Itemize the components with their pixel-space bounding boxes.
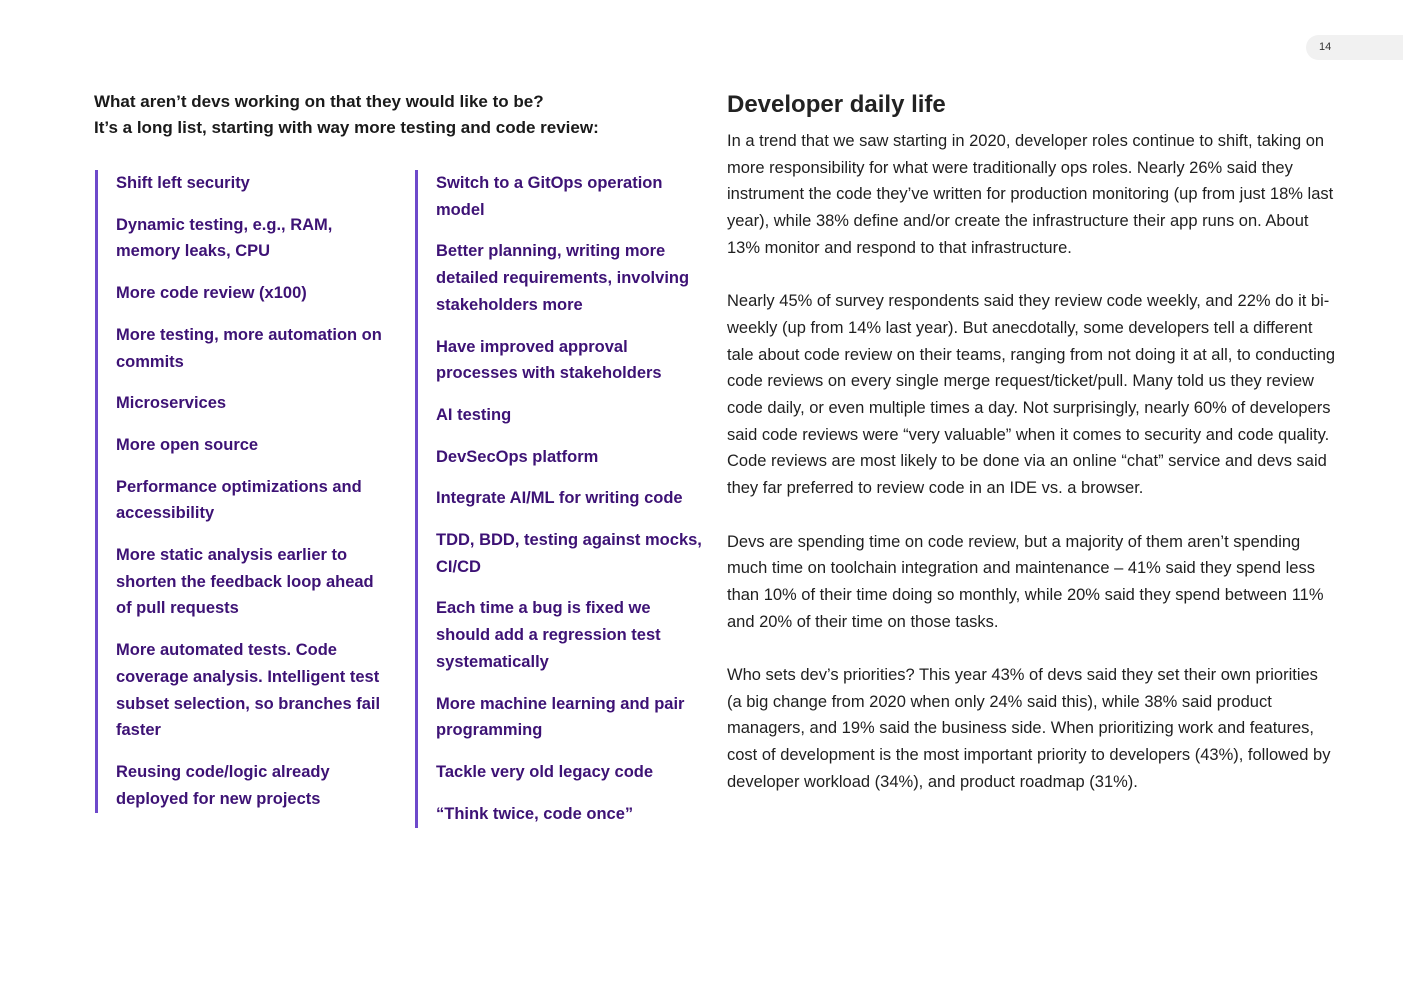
list-item: Have improved approval processes with stakeholders [436, 337, 662, 383]
list-item: Integrate AI/ML for writing code [436, 489, 683, 508]
section-title: Developer daily life [727, 91, 946, 118]
list-item: Microservices [116, 394, 227, 413]
list-item: Performance optimizations and accessibility [116, 477, 362, 523]
list-item: TDD, BDD, testing against mocks, CI/CD [436, 531, 702, 576]
intro-heading [94, 89, 694, 141]
list-item: More automated tests. Code coverage analysis. Intelligent test subset selection, so branches fail faster [116, 641, 381, 740]
intro-line-1: What aren’t devs working on that they would like to be? [94, 92, 544, 111]
list-item: More machine learning and pair programming [436, 694, 685, 740]
intro-line-2: It’s a long list, starting with way more testing and code review: [94, 118, 599, 137]
list-item: More open source [116, 435, 259, 454]
body-paragraph: Devs are spending time on code review, but a majority of them aren’t spending much time on toolchain integration and maintenance – 41% said they spend less than 10% of their time doing so monthly, while 20% said they spend between 11% and 20% of their time on those tasks. [727, 532, 1324, 631]
body-paragraph: Nearly 45% of survey respondents said they review code weekly, and 22% do it bi-weekly (up from 14% last year). But anecdotally, some developers tell a different tale about code review on their teams, ranging from not doing it at all, to conducting code reviews on every single merge request/ticket/pull. Many told us they review code daily, or even multiple times a day. Not surprisingly, nearly 60% of developers said code reviews were “very valuable” when it comes to security and code quality. Code reviews are most likely to be done via an online “chat” service and devs said they far preferred to review code in an IDE vs. a browser. [727, 292, 1336, 498]
list-item: Switch to a GitOps operation model [436, 174, 663, 219]
wishlist-right-column [415, 170, 705, 828]
list-item: More testing, more automation on commits [116, 325, 382, 371]
list-item: More static analysis earlier to shorten the feedback loop ahead of pull requests [116, 546, 374, 618]
list-item: Better planning, writing more detailed requirements, involving stakeholders more [436, 242, 690, 314]
list-item: Each time a bug is fixed we should add a regression test systematically [436, 599, 661, 671]
list-item: Reusing code/logic already deployed for new projects [116, 762, 330, 808]
page-number: 14 [1306, 35, 1403, 60]
list-item: Dynamic testing, e.g., RAM, memory leaks, CPU [116, 215, 333, 261]
list-item: Shift left security [116, 174, 250, 192]
body-paragraph: Who sets dev’s priorities? This year 43% of devs said they set their own priorities (a big change from 2020 when only 24% said this), while 38% said product managers, and 19% said the business side. When prioritizing work and features, cost of development is the most important priority to developers (43%), followed by developer workload (34%), and product roadmap (31%). [727, 666, 1331, 791]
list-item: AI testing [436, 405, 512, 424]
list-item: More code review (x100) [116, 284, 307, 303]
list-item: Tackle very old legacy code [436, 762, 654, 781]
list-item: DevSecOps platform [436, 447, 599, 466]
list-item: “Think twice, code once” [436, 804, 634, 823]
section-body [727, 128, 1337, 822]
body-paragraph: In a trend that we saw starting in 2020, developer roles continue to shift, taking on more responsibility for what were traditionally ops roles. Nearly 26% said they instrument the code they’ve written for production monitoring (up from just 18% last year), while 38% define and/or create the infrastructure their app runs on. About 13% monitor and respond to that infrastructure. [727, 132, 1334, 257]
wishlist-left-column [95, 170, 385, 813]
